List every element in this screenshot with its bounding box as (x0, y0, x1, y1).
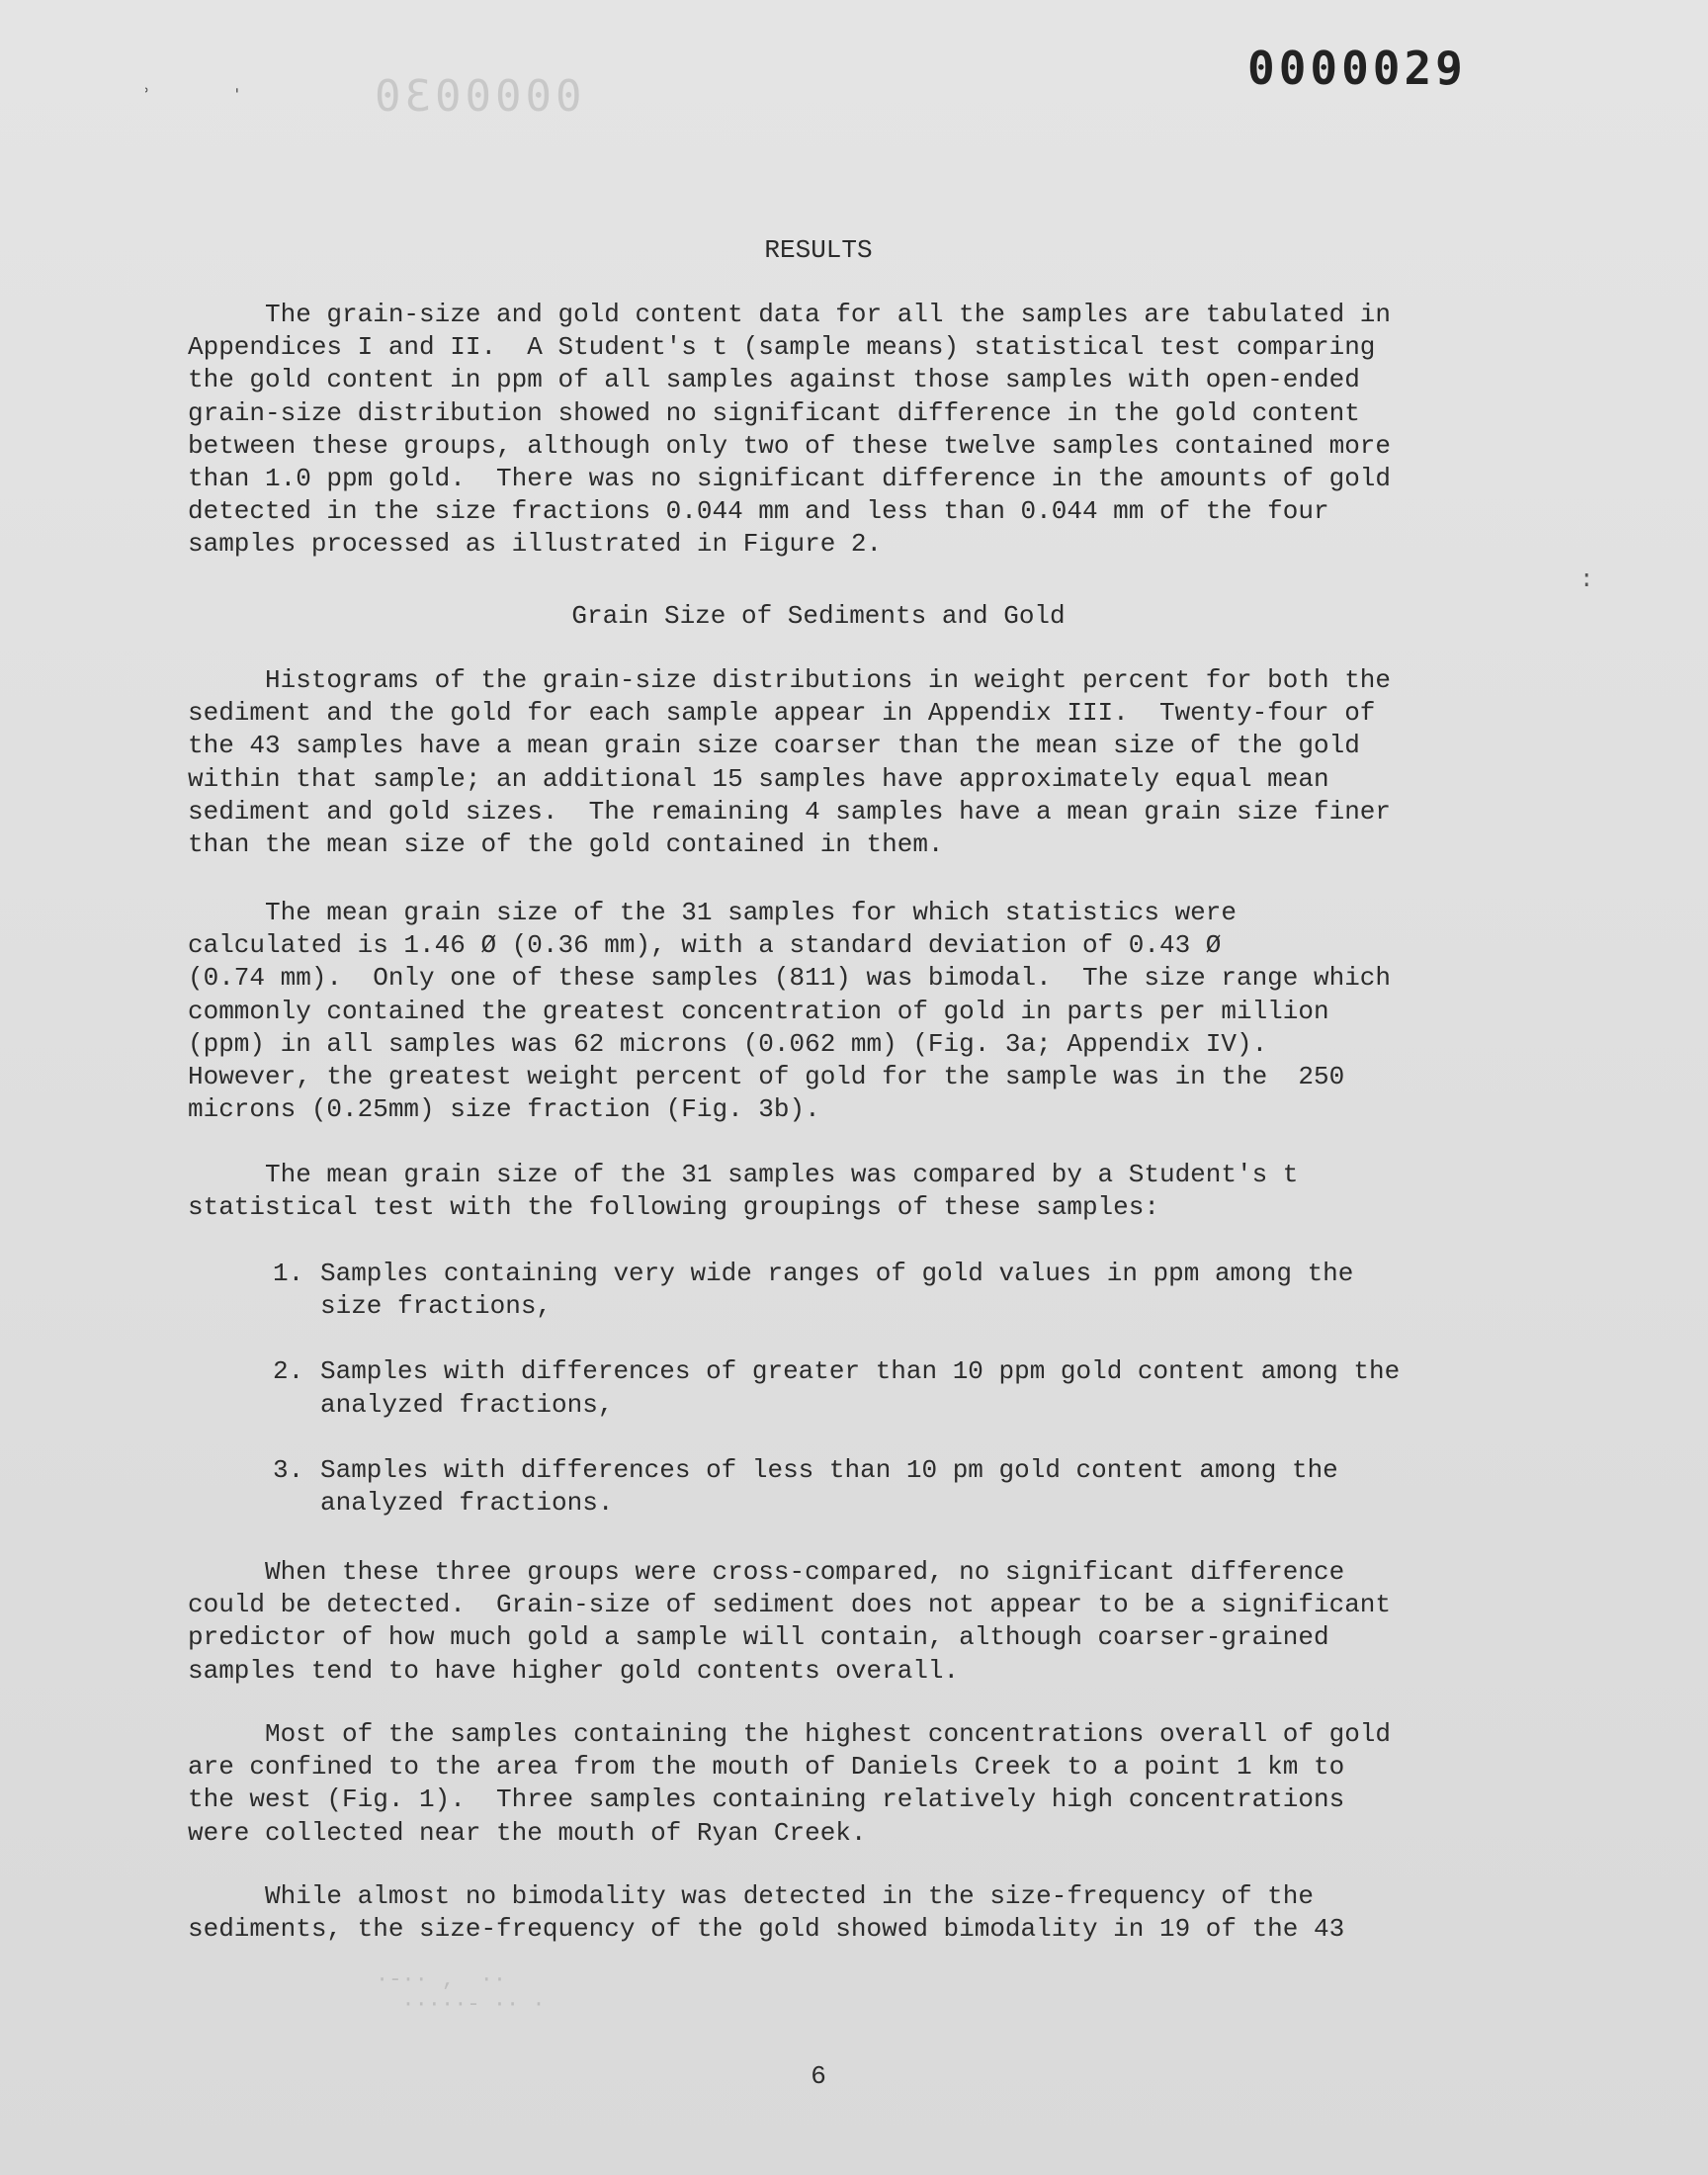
section-heading-results: RESULTS (764, 235, 873, 265)
text-line: predictor of how much gold a sample will contain, although coarser-grained (188, 1622, 1329, 1653)
text-line: However, the greatest weight percent of gold for the sample was in the 250 (188, 1062, 1345, 1092)
paragraph-3 (188, 897, 1512, 1126)
list-item-line (273, 1454, 1400, 1487)
text-line: The grain-size and gold content data for all the samples are tabulated in (188, 300, 1391, 329)
text-line: commonly contained the greatest concentration of gold in parts per million (188, 996, 1329, 1026)
list-item-number: 3. (273, 1454, 304, 1485)
text-line: the gold content in ppm of all samples against those samples with open-ended (188, 365, 1360, 395)
text-line: samples processed as illustrated in Figure 2. (188, 529, 883, 560)
bleed-through-stamp: 0000030 (371, 71, 582, 122)
text-line: within that sample; an additional 15 samples have approximately equal mean (188, 763, 1329, 794)
text-line: the west (Fig. 1). Three samples containing relatively high concentrations (188, 1784, 1345, 1815)
text-line: than 1.0 ppm gold. There was no significant difference in the amounts of gold (188, 464, 1391, 494)
list-item-number: 1. (273, 1259, 304, 1288)
text-line: were collected near the mouth of Ryan Creek. (188, 1817, 867, 1848)
list-item (273, 1454, 1400, 1520)
text-line: could be detected. Grain-size of sediment does not appear to be a significant (188, 1590, 1391, 1620)
text-line: When these three groups were cross-compared, no significant difference (188, 1557, 1345, 1587)
list-item-text: analyzed fractions, (320, 1389, 614, 1420)
text-line: Appendices I and II. A Student's t (sample means) statistical test comparing (188, 332, 1376, 363)
text-line: While almost no bimodality was detected in the size-frequency of the (188, 1881, 1314, 1911)
list-item-text: Samples with differences of greater than 10 ppm gold content among the (320, 1356, 1401, 1387)
list-item-number: 2. (273, 1356, 304, 1387)
text-line: Most of the samples containing the highest concentrations overall of gold (188, 1719, 1391, 1749)
list-item-line (273, 1487, 1400, 1520)
text-line: (ppm) in all samples was 62 microns (0.062 mm) (Fig. 3a; Appendix IV). (188, 1028, 1268, 1059)
list-item-line (273, 1258, 1400, 1290)
document-stamp-number: 0000029 (1247, 42, 1467, 95)
list-item (273, 1258, 1400, 1323)
text-line: the 43 samples have a mean grain size coarser than the mean size of the gold (188, 731, 1360, 761)
text-line: Histograms of the grain-size distributions in weight percent for both the (188, 665, 1391, 695)
list-item-line (273, 1290, 1400, 1323)
text-line: detected in the size fractions 0.044 mm and less than 0.044 mm of the four (188, 496, 1329, 527)
grouping-list (273, 1258, 1400, 1552)
list-item-text: Samples with differences of less than 10 pm gold content among the (320, 1454, 1338, 1485)
text-line: sediment and the gold for each sample appear in Appendix III. Twenty-four of (188, 698, 1376, 729)
margin-speck: : (1580, 567, 1594, 594)
scan-smudge: ·-·· ‚ ·· ·····- ·· · (376, 1967, 546, 2017)
text-line: microns (0.25mm) size fraction (Fig. 3b). (188, 1094, 820, 1125)
text-line: are confined to the area from the mouth of Daniels Creek to a point 1 km to (188, 1752, 1345, 1783)
text-line: samples tend to have higher gold contents overall. (188, 1655, 960, 1686)
page-number: 6 (811, 2061, 826, 2091)
text-line: calculated is 1.46 Ø (0.36 mm), with a standard deviation of 0.43 Ø (188, 930, 1222, 961)
section-heading-grain-size: Grain Size of Sediments and Gold (571, 601, 1066, 631)
list-item-text: size fractions, (320, 1291, 553, 1322)
list-item-text: Samples containing very wide ranges of gold values in ppm among the (320, 1259, 1354, 1288)
list-item-text: analyzed fractions. (320, 1488, 614, 1519)
text-line: between these groups, although only two of these twelve samples contained more (188, 430, 1391, 461)
list-item (273, 1355, 1400, 1421)
text-line: than the mean size of the gold contained in them. (188, 829, 944, 860)
paragraph-7 (188, 1880, 1512, 1946)
paragraph-5 (188, 1556, 1512, 1688)
text-line: sediments, the size-frequency of the gold showed bimodality in 19 of the 43 (188, 1914, 1345, 1945)
paragraph-4 (188, 1159, 1512, 1224)
text-line: grain-size distribution showed no significant difference in the gold content (188, 397, 1360, 428)
list-item-line (273, 1355, 1400, 1388)
paragraph-6 (188, 1718, 1512, 1850)
paragraph-2 (188, 664, 1512, 861)
text-line: The mean grain size of the 31 samples was compared by a Student's t (188, 1160, 1299, 1189)
margin-mark: ʾ (138, 85, 154, 115)
text-line: statistical test with the following groupings of these samples: (188, 1192, 1159, 1223)
text-line: The mean grain size of the 31 samples for which statistics were (188, 898, 1237, 927)
text-line: (0.74 mm). Only one of these samples (811) was bimodal. The size range which (188, 963, 1391, 994)
paragraph-1 (188, 299, 1512, 562)
list-item-line (273, 1389, 1400, 1422)
margin-mark: ˈ (229, 85, 245, 115)
text-line: sediment and gold sizes. The remaining 4 samples have a mean grain size finer (188, 796, 1391, 826)
